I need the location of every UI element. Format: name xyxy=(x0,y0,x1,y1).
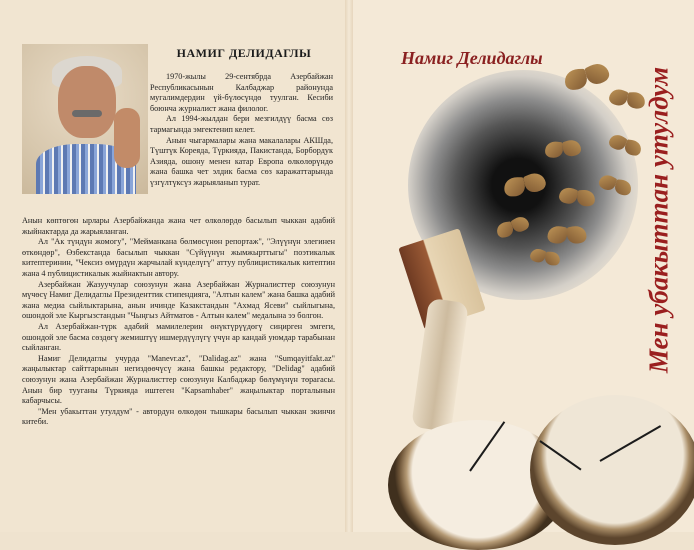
bio-paragraph: Анын көптөгөн ырлары Азербайжанда жана чет өлкөлөрдө басылып чыккан адабий жыйнактарда да жарыяланган. xyxy=(22,216,335,236)
moth-icon xyxy=(548,226,587,247)
bio-paragraph: 1970-жылы 29-сентябрда Азербайжан Республикасынын Калбаджар районунда мугалимдердин үй-бүлөсүндө туулган. Кесиби боюнча журналист жана филолог. xyxy=(150,72,333,113)
back-cover xyxy=(0,0,345,532)
book-spine xyxy=(345,0,353,532)
bio-paragraph: Намиг Делидаглы учурда "Manevr.az", "Dalidag.az" жана "Sumqayitfakt.az" жаңылыктар сайттарынын негиздөөчүсү жана башкы редактору, "Delidag" адабий союзунун жана Азербайжан Журналисттер союзунун Калбаджар бөлүмүнүн төрагасы. Анын бир тууганы Түркияда иштеген "Kapsamhaber" жаңылыктар порталынын кабарчысы. xyxy=(22,353,335,406)
author-photo xyxy=(22,44,148,194)
broken-clock-illustration xyxy=(530,395,694,545)
bio-paragraph: "Мен убакыттан утулдум" - автордун өлкөдөн тышкары басылып чыккан экинчи китеби. xyxy=(22,406,335,427)
portrait-moustache xyxy=(72,110,102,117)
bio-full-column xyxy=(22,216,335,428)
bio-paragraph: Азербайжан Жазуучулар союзунун жана Азербайжан Журналисттер союзунун мүчөсү Намиг Делидаглы Президенттик стипендияга, "Алтын калем" жана башка адабий жана медиа сыйлыктарына, анын ичинде Казакстандын "Ахмад Ясеви" сыйлыгына, ошондой эле Кыргызстандын "Чыңгыз Айтматов - Алтын калем" медалына ээ болгон. xyxy=(22,279,335,321)
moth-icon xyxy=(544,139,582,161)
portrait-hand xyxy=(114,108,140,168)
cover-book-title xyxy=(636,40,682,400)
bio-paragraph: Ал 1994-жылдан бери мезгилдүү басма сөз тармагында эмгектенип келет. xyxy=(150,114,333,134)
bio-paragraph: Анын чыгармалары жана макалалары АКШда, Түштүк Кореяда, Түркияда, Пакистанда, Борбордук Азияда, ошону менен катар Европа өлкөлөрүндө жана башка чет элдик басма сөз каражаттарында үзгүлтүксүз жарыяланып турат. xyxy=(150,135,333,187)
cover-book-title-text: Мен убакыттан утулдум xyxy=(643,66,674,374)
cover-author-name: Намиг Делидаглы xyxy=(401,48,543,68)
bio-paragraph: Ал "Ак түндүн жомогу", "Мейманкана бөлмөсүнөн репортаж", "Элүүнүн элегинен өткөндөр", Өзбекстанда басылып чыккан "Сүйүүнүн жымжырттыгы" поэтикалык китептеринин, "Чексиз өмүрдүн жарчылай күнделүгү" аттуу публицистикалык китептин жана 4 публицистикалык жыйнактын автору. xyxy=(22,237,335,278)
bio-paragraph: Ал Азербайжан-түрк адабий мамилелерин өнүктүрүүдөгү сиңирген эмгеги, ошондой эле басма сөздөгү жемиштүү ишмердүүлүгү үчүн ар кандай уюмдар тарабынан сыйланган. xyxy=(22,321,335,353)
author-heading: НАМИГ ДЕЛИДАГЛЫ xyxy=(176,46,312,60)
bio-right-column xyxy=(150,72,333,189)
portrait-face xyxy=(58,66,116,138)
